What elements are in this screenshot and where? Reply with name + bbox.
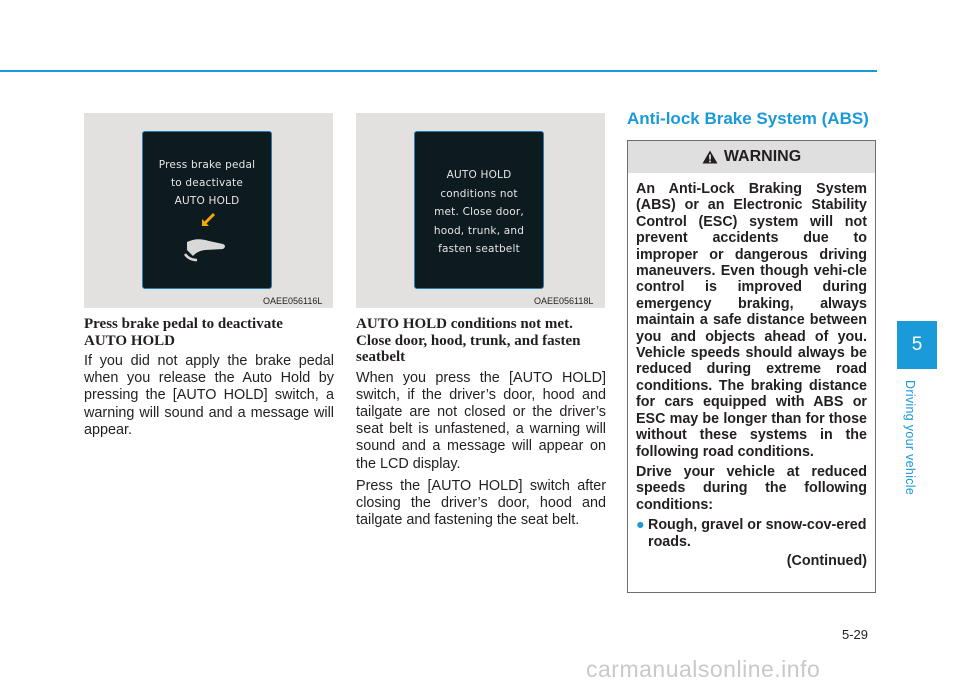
arrow-icon	[200, 212, 216, 228]
page-number: 5-29	[842, 627, 869, 642]
warning-body	[628, 173, 875, 569]
warning-paragraph: Drive your vehicle at reduced speeds during the following conditions:	[636, 463, 867, 513]
figure-code: OAEE056116L	[263, 296, 323, 306]
subsection-heading: AUTO HOLD conditions not met. Close door, hood, trunk, and fasten seatbelt	[356, 316, 581, 365]
body-paragraph: When you press the [AUTO HOLD] switch, if the driver’s door, hood and tailgate are not closed or the driver’s seat belt is unfastened, a warning will sound and a message will appear on the LCD display.	[356, 369, 606, 472]
subsection-heading: Press brake pedal to deactivate AUTO HOLD	[84, 316, 283, 349]
warning-label: WARNING	[723, 148, 802, 165]
section-title: Anti-lock Brake System (ABS)	[627, 109, 869, 128]
warning-bullet-item	[636, 517, 867, 550]
foot-pedal-icon	[183, 236, 229, 262]
column-conditions	[356, 316, 606, 534]
body-paragraph: If you did not apply the brake pedal when you release the Auto Hold by pressing the [AUTO HOLD] switch, a warning will sound and a message will appear.	[84, 353, 334, 438]
lcd-message: Press brake pedal to deactivate AUTO HOLD	[158, 159, 256, 207]
chapter-label: Driving your vehicle	[903, 380, 917, 496]
warning-triangle-icon	[702, 150, 718, 164]
figure-brake-pedal-message	[84, 113, 333, 308]
figure-code: OAEE056118L	[534, 296, 594, 306]
chapter-tab: 5	[897, 321, 937, 369]
body-paragraph: Press the [AUTO HOLD] switch after closing the driver’s door, hood and tailgate and fastening the seat belt.	[356, 477, 606, 529]
warning-box	[627, 140, 876, 593]
figure-conditions-message	[356, 113, 605, 308]
continued-label: (Continued)	[786, 552, 867, 569]
warning-header	[628, 141, 875, 173]
lcd-message: AUTO HOLD conditions not met. Close door, hood, trunk, and fasten seatbelt	[433, 169, 525, 255]
column-brake-pedal	[84, 316, 334, 444]
lcd-screen	[414, 131, 544, 289]
warning-paragraph: An Anti-Lock Braking System (ABS) or an Electronic Stability Control (ESC) system will not prevent accidents due to improper or dangerous driving maneuvers. Even though vehi-cle control is improved during emergency braking, always maintain a safe distance between you and objects ahead of you. Vehicle speeds should always be reduced during extreme road conditions. The braking distance for cars equipped with ABS or ESC may be longer than for those without these systems in the following road conditions.	[636, 181, 867, 460]
lcd-screen	[142, 131, 272, 289]
watermark: carmanualsonline.info	[586, 656, 821, 682]
bullet-text: Rough, gravel or snow-cov-ered roads.	[648, 517, 867, 550]
bullet-icon: ●	[636, 517, 645, 534]
top-rule	[0, 70, 877, 72]
